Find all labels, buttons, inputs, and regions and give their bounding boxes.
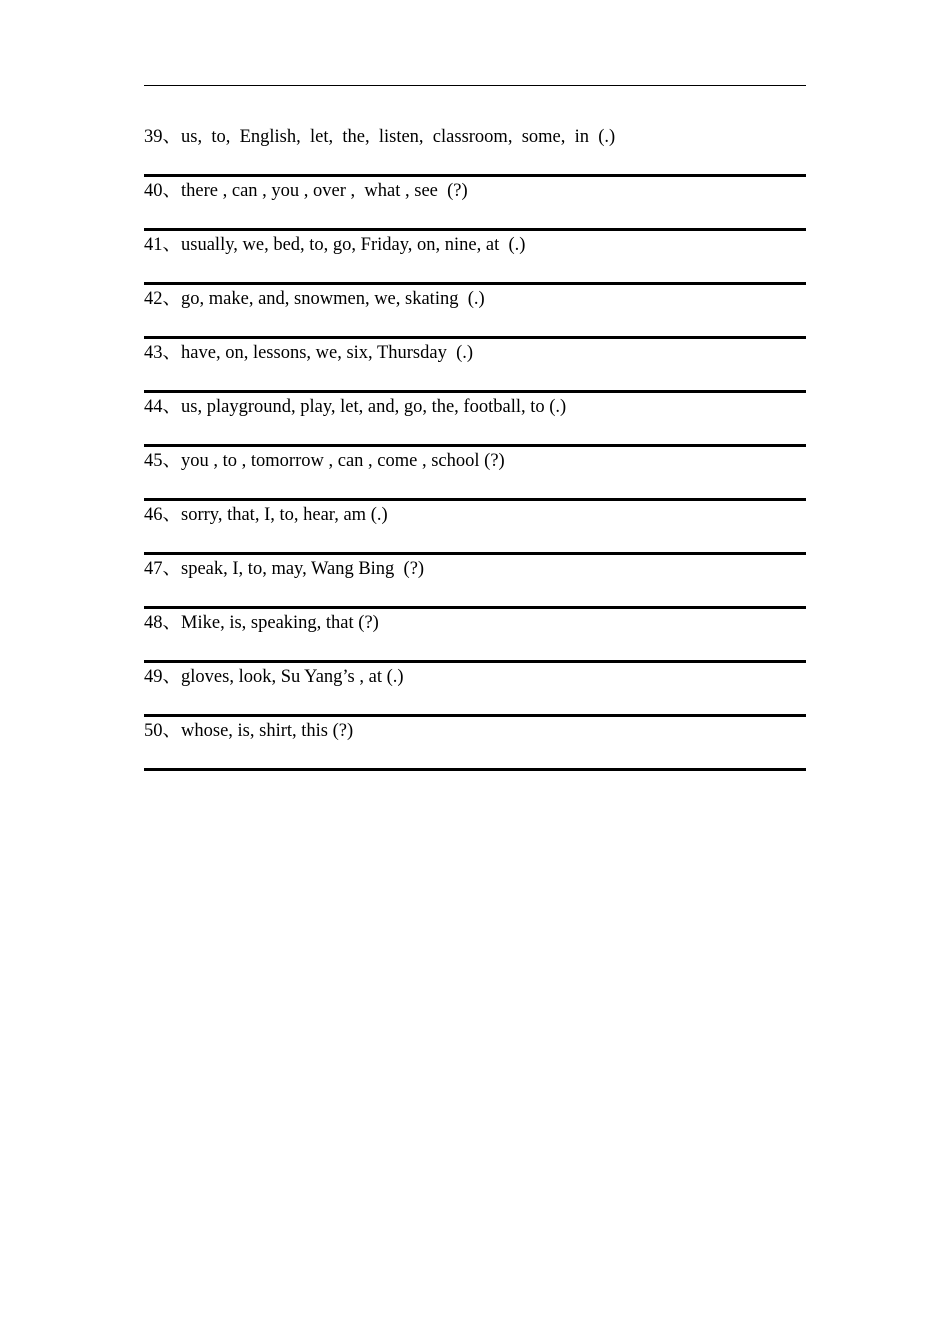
answer-line[interactable] xyxy=(144,444,806,447)
question-prompt: there , can , you , over , what , see (?) xyxy=(181,181,468,201)
question-prompt: us, to, English, let, the, listen, classroom, some, in (.) xyxy=(181,127,616,147)
header-rule xyxy=(144,85,806,86)
question-number: 49 xyxy=(144,667,163,687)
question-separator: 、 xyxy=(162,289,182,309)
question-separator: 、 xyxy=(162,559,182,579)
question-number: 47 xyxy=(144,559,163,579)
question-number: 45 xyxy=(144,451,163,471)
question-separator: 、 xyxy=(162,235,182,255)
question-46 xyxy=(144,502,806,556)
answer-line[interactable] xyxy=(144,174,806,177)
question-number: 41 xyxy=(144,235,163,255)
question-50 xyxy=(144,718,806,772)
question-number: 39 xyxy=(144,127,163,147)
question-separator: 、 xyxy=(162,721,182,741)
question-45 xyxy=(144,448,806,502)
question-prompt: us, playground, play, let, and, go, the, football, to (.) xyxy=(181,397,567,417)
question-separator: 、 xyxy=(162,127,182,147)
question-number: 42 xyxy=(144,289,163,309)
question-40 xyxy=(144,178,806,232)
question-48 xyxy=(144,610,806,664)
question-number: 46 xyxy=(144,505,163,525)
question-number: 50 xyxy=(144,721,163,741)
question-41 xyxy=(144,232,806,286)
question-49 xyxy=(144,664,806,718)
question-separator: 、 xyxy=(162,505,182,525)
question-separator: 、 xyxy=(162,343,182,363)
answer-line[interactable] xyxy=(144,228,806,231)
question-prompt: gloves, look, Su Yang’s , at (.) xyxy=(181,667,404,687)
answer-line[interactable] xyxy=(144,714,806,717)
question-44 xyxy=(144,394,806,448)
question-list xyxy=(144,124,806,772)
question-prompt: Mike, is, speaking, that (?) xyxy=(181,613,379,633)
answer-line[interactable] xyxy=(144,768,806,771)
question-43 xyxy=(144,340,806,394)
question-prompt: you , to , tomorrow , can , come , school (?) xyxy=(181,451,505,471)
question-prompt: sorry, that, I, to, hear, am (.) xyxy=(181,505,388,525)
question-prompt: go, make, and, snowmen, we, skating (.) xyxy=(181,289,485,309)
question-number: 43 xyxy=(144,343,163,363)
question-47 xyxy=(144,556,806,610)
answer-line[interactable] xyxy=(144,390,806,393)
answer-line[interactable] xyxy=(144,552,806,555)
question-number: 44 xyxy=(144,397,163,417)
question-prompt: usually, we, bed, to, go, Friday, on, nine, at (.) xyxy=(181,235,526,255)
question-42 xyxy=(144,286,806,340)
question-prompt: have, on, lessons, we, six, Thursday (.) xyxy=(181,343,474,363)
question-prompt: speak, I, to, may, Wang Bing (?) xyxy=(181,559,425,579)
question-separator: 、 xyxy=(162,181,182,201)
answer-line[interactable] xyxy=(144,336,806,339)
question-prompt: whose, is, shirt, this (?) xyxy=(181,721,354,741)
answer-line[interactable] xyxy=(144,282,806,285)
answer-line[interactable] xyxy=(144,498,806,501)
question-separator: 、 xyxy=(162,667,182,687)
answer-line[interactable] xyxy=(144,606,806,609)
question-number: 48 xyxy=(144,613,163,633)
question-separator: 、 xyxy=(162,613,182,633)
question-39 xyxy=(144,124,806,178)
question-separator: 、 xyxy=(162,397,182,417)
question-number: 40 xyxy=(144,181,163,201)
question-separator: 、 xyxy=(162,451,182,471)
answer-line[interactable] xyxy=(144,660,806,663)
